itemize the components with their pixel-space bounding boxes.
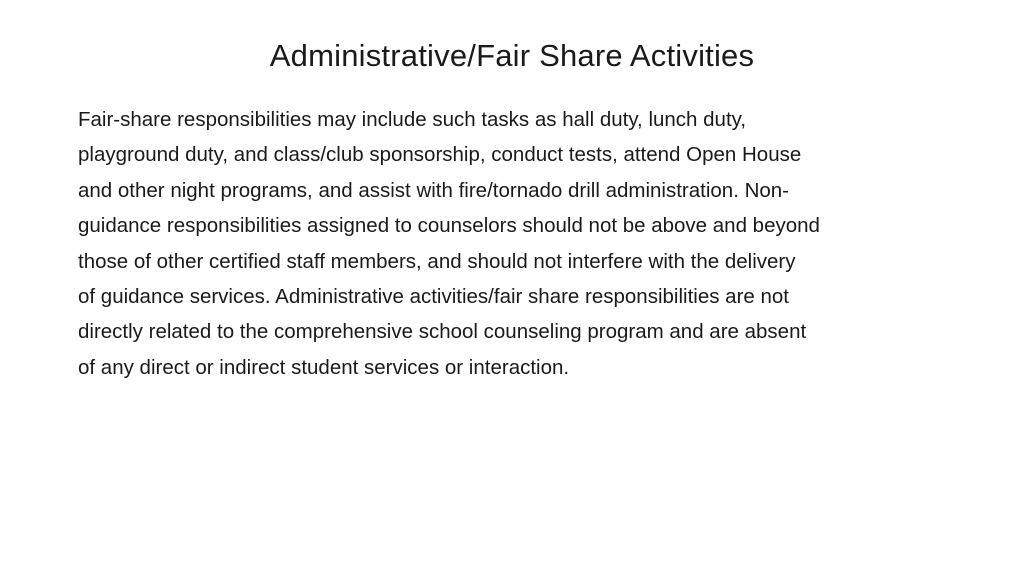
body-line: Fair-share responsibilities may include such tasks as hall duty, lunch duty,	[78, 108, 747, 131]
slide-title: Administrative/Fair Share Activities	[269, 38, 755, 73]
body-line: and other night programs, and assist with fire/tornado drill administration. Non-	[78, 178, 790, 202]
body-line: of guidance services. Administrative activities/fair share responsibilities are not	[78, 285, 789, 309]
body-line: playground duty, and class/club sponsorship, conduct tests, attend Open House	[78, 143, 802, 167]
body-line: of any direct or indirect student services or interaction.	[78, 355, 570, 379]
body-line: guidance responsibilities assigned to counselors should not be above and beyond	[78, 214, 820, 238]
body-line: directly related to the comprehensive school counseling program and are absent	[78, 320, 807, 344]
body-line: those of other certified staff members, and should not interfere with the delivery	[78, 249, 796, 273]
slide-body-text	[78, 102, 938, 385]
